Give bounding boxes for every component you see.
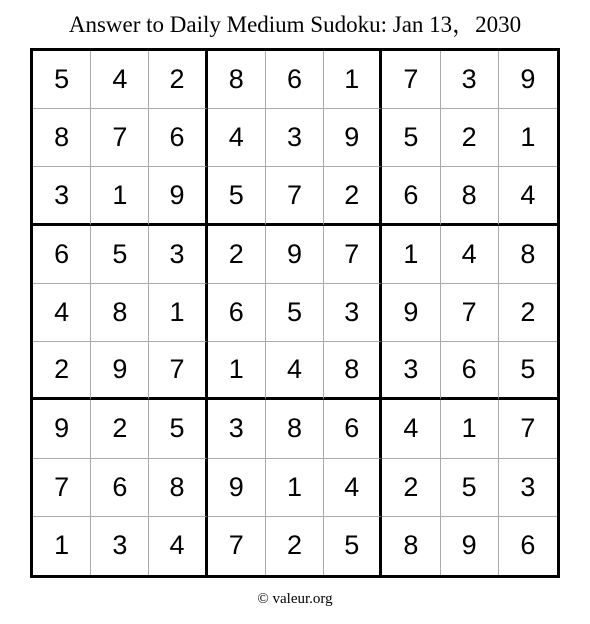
sudoku-cell-r2-c1: 8 [33,109,91,167]
sudoku-cell-r8-c8: 5 [441,459,499,517]
sudoku-cell-r8-c4: 9 [208,459,266,517]
sudoku-cell-r7-c3: 5 [149,400,207,458]
sudoku-cell-r7-c7: 4 [382,400,440,458]
sudoku-cell-r2-c9: 1 [499,109,557,167]
sudoku-cell-r2-c5: 3 [266,109,324,167]
sudoku-cell-r3-c4: 5 [208,167,266,225]
sudoku-cell-r4-c3: 3 [149,226,207,284]
sudoku-cell-r7-c2: 2 [91,400,149,458]
sudoku-cell-r8-c2: 6 [91,459,149,517]
sudoku-cell-r4-c5: 9 [266,226,324,284]
sudoku-cell-r7-c9: 7 [499,400,557,458]
sudoku-cell-r4-c8: 4 [441,226,499,284]
sudoku-cell-r3-c5: 7 [266,167,324,225]
sudoku-cell-r1-c1: 5 [33,51,91,109]
sudoku-cell-r8-c6: 4 [324,459,382,517]
sudoku-cell-r1-c2: 4 [91,51,149,109]
sudoku-cell-r5-c9: 2 [499,284,557,342]
sudoku-cell-r3-c9: 4 [499,167,557,225]
sudoku-cell-r7-c1: 9 [33,400,91,458]
sudoku-cell-r3-c7: 6 [382,167,440,225]
sudoku-cell-r5-c6: 3 [324,284,382,342]
sudoku-cell-r4-c7: 1 [382,226,440,284]
sudoku-cell-r4-c2: 5 [91,226,149,284]
sudoku-cell-r2-c7: 5 [382,109,440,167]
sudoku-cell-r7-c6: 6 [324,400,382,458]
sudoku-cell-r3-c8: 8 [441,167,499,225]
sudoku-cell-r4-c9: 8 [499,226,557,284]
sudoku-cell-r7-c4: 3 [208,400,266,458]
sudoku-cell-r3-c2: 1 [91,167,149,225]
sudoku-cell-r2-c3: 6 [149,109,207,167]
sudoku-cell-r9-c8: 9 [441,517,499,575]
page-title: Answer to Daily Medium Sudoku: Jan 13，2030 [68,12,522,37]
sudoku-cell-r9-c4: 7 [208,517,266,575]
sudoku-cell-r5-c1: 4 [33,284,91,342]
sudoku-cell-r9-c5: 2 [266,517,324,575]
sudoku-cell-r1-c4: 8 [208,51,266,109]
sudoku-cell-r9-c9: 6 [520,530,536,561]
sudoku-cell-r6-c4: 1 [208,342,266,400]
sudoku-cell-r1-c8: 3 [441,51,499,109]
sudoku-cell-r2-c2: 7 [91,109,149,167]
sudoku-cell-r1-c9: 9 [499,51,557,109]
sudoku-cell-r2-c6: 9 [324,109,382,167]
sudoku-cell-r6-c1: 2 [33,342,91,400]
sudoku-cell-r5-c8: 7 [441,284,499,342]
sudoku-cell-r5-c4: 6 [208,284,266,342]
sudoku-cell-r4-c1: 6 [33,226,91,284]
sudoku-cell-r6-c9: 5 [499,342,557,400]
sudoku-cell-r3-c6: 2 [324,167,382,225]
sudoku-cell-r8-c3: 8 [149,459,207,517]
sudoku-cell-r8-c5: 1 [266,459,324,517]
sudoku-cell-r1-c7: 7 [382,51,440,109]
sudoku-cell-r6-c5: 4 [266,342,324,400]
sudoku-cell-r6-c2: 9 [91,342,149,400]
sudoku-cell-r8-c9: 3 [499,459,557,517]
sudoku-cell-r4-c4: 2 [208,226,266,284]
sudoku-cell-r3-c1: 3 [33,167,91,225]
sudoku-cell-r6-c3: 7 [149,342,207,400]
sudoku-cell-r9-c6: 5 [324,517,382,575]
sudoku-cell-r3-c3: 9 [149,167,207,225]
sudoku-cell-r6-c7: 3 [382,342,440,400]
sudoku-cell-r5-c7: 9 [382,284,440,342]
sudoku-cell-r5-c3: 1 [149,284,207,342]
sudoku-cell-r5-c2: 8 [91,284,149,342]
sudoku-cell-r8-c7: 2 [382,459,440,517]
sudoku-cell-r8-c1: 7 [33,459,91,517]
sudoku-cell-r9-c3: 4 [149,517,207,575]
sudoku-cell-r6-c8: 6 [441,342,499,400]
sudoku-board [30,48,560,578]
sudoku-cell-r1-c6: 1 [324,51,382,109]
sudoku-cell-r1-c5: 6 [266,51,324,109]
sudoku-cell-r2-c4: 4 [208,109,266,167]
copyright-footer: © valeur.org [257,591,333,607]
sudoku-cell-r9-c2: 3 [91,517,149,575]
sudoku-cell-r1-c3: 2 [149,51,207,109]
sudoku-cell-r7-c5: 8 [266,400,324,458]
sudoku-cell-r4-c6: 7 [324,226,382,284]
sudoku-cell-r7-c8: 1 [441,400,499,458]
sudoku-cell-r5-c5: 5 [266,284,324,342]
sudoku-cell-r6-c6: 8 [324,342,382,400]
sudoku-cell-r9-c7: 8 [382,517,440,575]
sudoku-cell-r9-c1: 1 [33,517,91,575]
sudoku-cell-r2-c8: 2 [441,109,499,167]
